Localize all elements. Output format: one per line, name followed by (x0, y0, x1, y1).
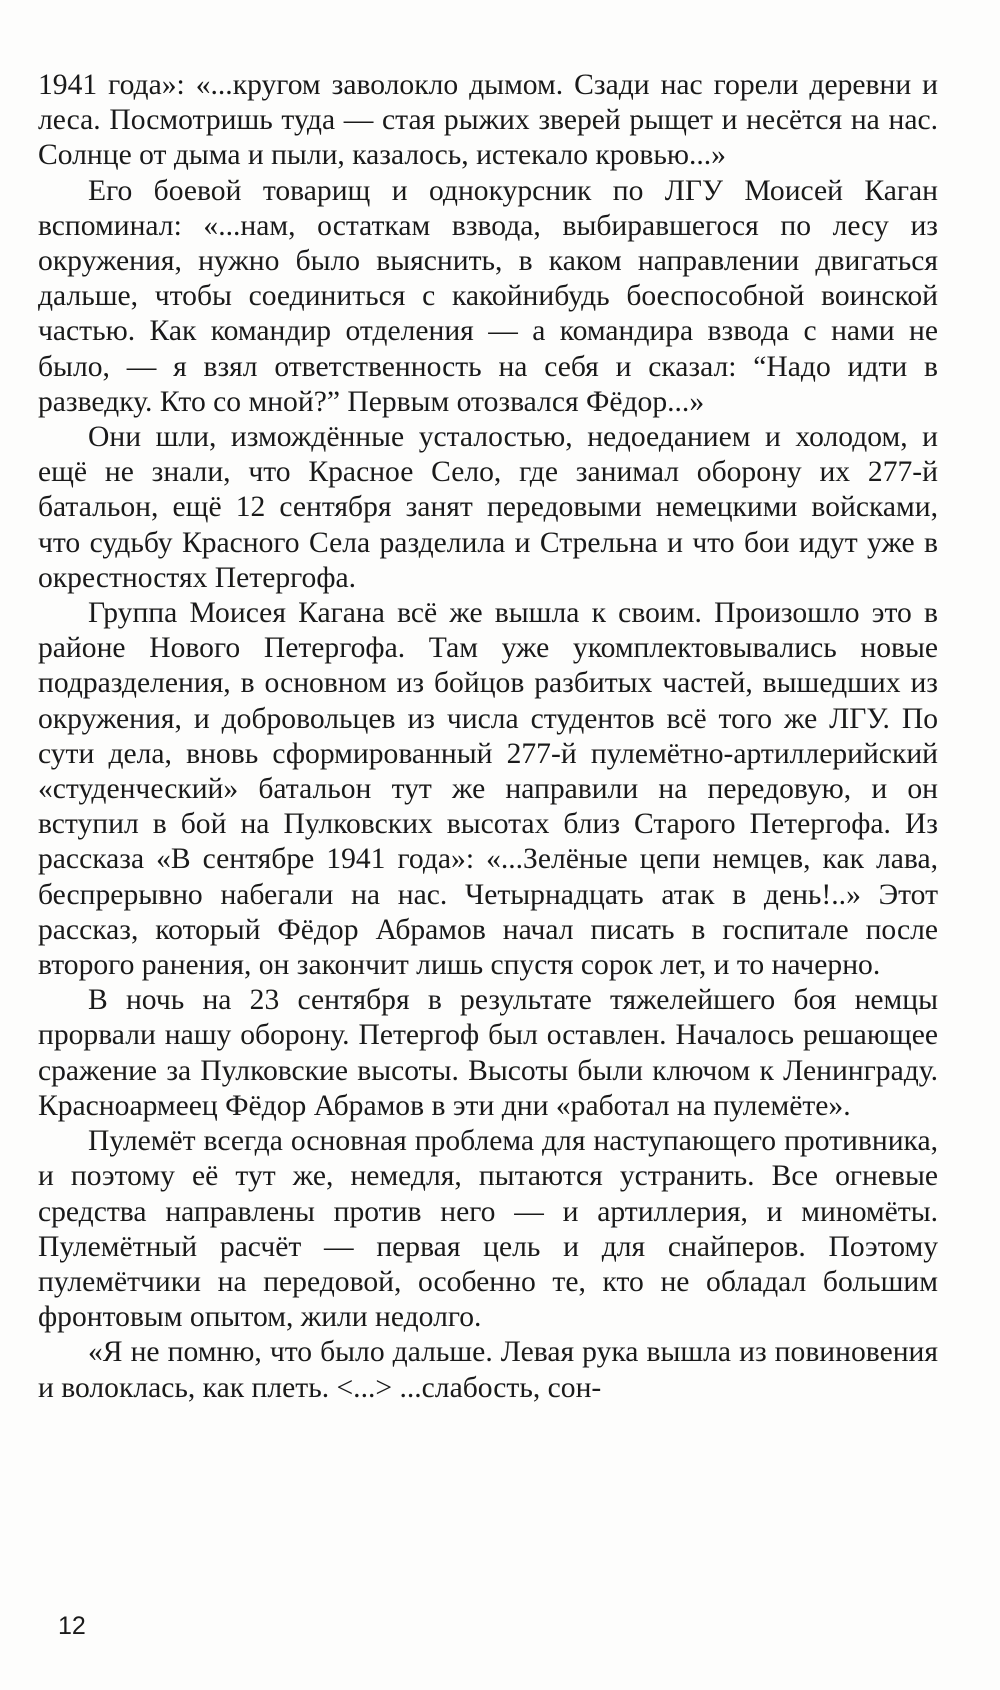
paragraph: Группа Моисея Кагана всё же вышла к своим. Произошло это в районе Нового Петергофа. Там уже укомплектовывались новые подразделения, в основном из бойцов разбитых частей, вышедших из окружения, и добровольцев из числа студентов всё того же ЛГУ. По сути дела, вновь сформированный 277-й пулемётно-артиллерийский «студенческий» батальон тут же направили на передовую, и он вступил в бой на Пулковских высотах близ Старого Петергофа. Из рассказа «В сентябре 1941 года»: «...Зелёные цепи немцев, как лава, беспрерывно набегали на нас. Четырнадцать атак в день!..» Этот рассказ, который Фёдор Абрамов начал писать в госпитале после второго ранения, он закончит лишь спустя сорок лет, и то начерно. (38, 597, 938, 982)
paragraph: «Я не помню, что было дальше. Левая рука вышла из повиновения и волоклась, как плеть. <...> ...слабость, сон- (38, 1336, 938, 1404)
page-number: 12 (58, 1612, 86, 1640)
paragraph: Они шли, измождённые усталостью, недоеданием и холодом, и ещё не знали, что Красное Село, где занимал оборону их 277-й батальон, ещё 12 сентября занят передовыми немецкими войсками, что судьбу Красного Села разделила и Стрельна и что бои идут уже в окрестностях Петергофа. (38, 421, 938, 594)
paragraph: В ночь на 23 сентября в результате тяжелейшего боя немцы прорвали нашу оборону. Петергоф был оставлен. Началось решающее сражение за Пулковские высоты. Высоты были ключом к Ленинграду. Красноармеец Фёдор Абрамов в эти дни «работал на пулемёте». (38, 984, 938, 1122)
paragraph: Его боевой товарищ и однокурсник по ЛГУ Моисей Каган вспоминал: «...нам, остаткам взвода, выбиравшегося по лесу из окружения, нужно было выяснить, в каком направлении двигаться дальше, чтобы соединиться с какойнибудь боеспособной воинской частью. Как командир отделения — а командира взвода с нами не было, — я взял ответственность на себя и сказал: “Надо идти в разведку. Кто со мной?” Первым отозвался Фёдор...» (38, 174, 938, 418)
paragraph: Пулемёт всегда основная проблема для наступающего противника, и поэтому её тут же, немедля, пытаются устранить. Все огневые средства направлены против него — и артиллерия, и миномёты. Пулемётный расчёт — первая цель и для снайперов. Поэтому пулемётчики на передовой, особенно те, кто не обладал большим фронтовым опытом, жили недолго. (38, 1125, 938, 1334)
paragraph-continuation: 1941 года»: «...кругом заволокло дымом. Сзади нас горели деревни и леса. Посмотришь туда — стая рыжих зверей рыщет и несётся на нас. Солнце от дыма и пыли, казалось, истекало кровью...» (38, 69, 938, 172)
body-text (38, 68, 938, 1406)
